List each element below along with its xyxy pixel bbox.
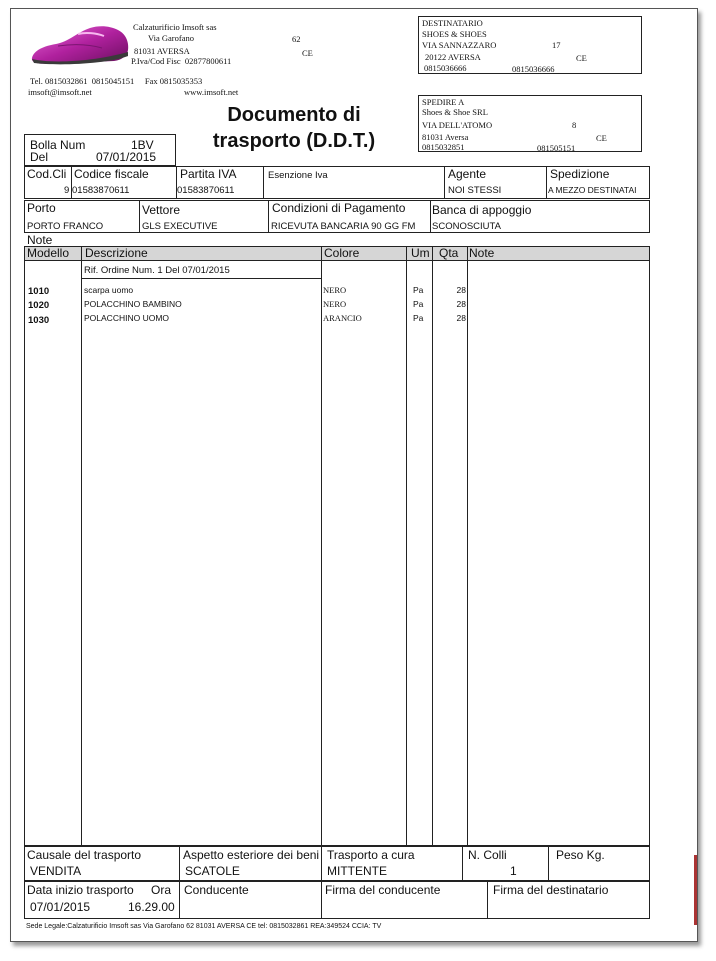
company-tel2: 0815045151	[91, 76, 135, 86]
esenzione-label: Esenzione Iva	[268, 170, 328, 181]
causale-value: VENDITA	[30, 864, 82, 878]
row-descrizione: scarpa uomo	[84, 285, 134, 295]
ship-to-name: Shoes & Shoe SRL	[422, 107, 488, 117]
pagamento-value: RICEVUTA BANCARIA 90 GG FM	[271, 221, 416, 232]
col-header-um: Um	[411, 246, 430, 260]
edge-marker	[694, 855, 697, 925]
ship-to-phone1: 0815032851	[422, 142, 465, 152]
vettore-value: GLS EXECUTIVE	[142, 221, 218, 232]
col-header-colore: Colore	[324, 246, 360, 260]
company-street: Via Garofano	[148, 33, 194, 43]
company-province: CE	[302, 48, 313, 58]
recipient-phone1: 0815036666	[424, 63, 467, 73]
row-modello: 1030	[28, 315, 50, 326]
del-label: Del	[30, 150, 49, 164]
ship-to-city: 81031 Aversa	[422, 132, 469, 142]
company-fax: 0815035353	[159, 76, 203, 86]
doc-title-line2: trasporto (D.D.T.)	[212, 130, 376, 152]
trasporto-value: MITTENTE	[327, 864, 387, 878]
piva-label: Partita IVA	[180, 167, 237, 181]
items-table	[24, 246, 650, 846]
row-um: Pa	[413, 299, 424, 309]
recipient-name: SHOES & SHOES	[422, 29, 487, 39]
causale-label: Causale del trasporto	[27, 848, 142, 862]
row-qta: 28	[456, 299, 466, 309]
spedizione-value: A MEZZO DESTINATAI	[548, 185, 637, 195]
data-inizio-label: Data inizio trasporto	[27, 883, 134, 897]
company-fax-label: Fax	[144, 76, 158, 86]
company-name: Calzaturificio Imsoft sas	[133, 22, 217, 32]
recipient-number: 17	[552, 40, 561, 50]
recipient-province: CE	[576, 53, 587, 63]
row-modello: 1020	[28, 300, 50, 311]
agente-value: NOI STESSI	[448, 185, 502, 196]
ship-to-title: SPEDIRE A	[422, 97, 465, 107]
porto-value: PORTO FRANCO	[27, 221, 104, 232]
col-header-descrizione: Descrizione	[85, 246, 148, 260]
agente-label: Agente	[448, 167, 487, 181]
bolla-label: Bolla Num	[30, 138, 86, 152]
recipient-phone2: 0815036666	[512, 64, 555, 74]
company-website[interactable]: www.imsoft.net	[184, 87, 239, 97]
col-header-note: Note	[469, 246, 495, 260]
company-email[interactable]: imsoft@imsoft.net	[28, 87, 92, 97]
company-piva-label: P.Iva/Cod Fisc	[131, 56, 181, 66]
row-qta: 28	[456, 313, 466, 323]
vettore-label: Vettore	[142, 203, 181, 217]
colli-value: 1	[510, 864, 517, 878]
col-header-modello: Modello	[27, 246, 70, 260]
banca-value: SCONOSCIUTA	[432, 221, 501, 232]
company-tel-label: Tel.	[30, 76, 43, 86]
colli-label: N. Colli	[468, 848, 507, 862]
codcli-value: 9	[64, 185, 70, 196]
bolla-value: 1BV	[131, 138, 154, 152]
row-um: Pa	[413, 313, 424, 323]
row-colore: ARANCIO	[323, 313, 362, 323]
row-descrizione: POLACCHINO UOMO	[84, 313, 170, 323]
aspetto-label: Aspetto esteriore dei beni	[183, 848, 320, 862]
doc-title-line1: Documento di	[227, 104, 361, 126]
trasporto-label: Trasporto a cura	[327, 848, 415, 862]
company-logo	[28, 22, 132, 68]
shoe-logo-icon	[28, 22, 132, 68]
ship-to-phone2: 081505151	[537, 143, 576, 153]
conducente-label: Conducente	[184, 883, 249, 897]
ora-label: Ora	[151, 883, 172, 897]
recipient-street: VIA SANNAZZARO	[422, 40, 497, 50]
ship-to-province: CE	[596, 133, 607, 143]
firma-conducente-label: Firma del conducente	[325, 883, 441, 897]
codfisc-label: Codice fiscale	[74, 167, 149, 181]
ship-to-street: VIA DELL'ATOMO	[422, 120, 493, 130]
col-header-qta: Qta	[439, 246, 459, 260]
peso-label: Peso Kg.	[556, 848, 605, 862]
spedizione-label: Spedizione	[550, 167, 610, 181]
del-value: 07/01/2015	[96, 150, 157, 164]
order-reference: Rif. Ordine Num. 1 Del 07/01/2015	[84, 265, 230, 276]
row-descrizione: POLACCHINO BAMBINO	[84, 299, 182, 309]
recipient-city: 20122 AVERSA	[425, 52, 481, 62]
company-piva: 02877800611	[184, 56, 232, 66]
row-modello: 1010	[28, 286, 50, 297]
recipient-title: DESTINATARIO	[422, 18, 483, 28]
piva-value: 01583870611	[177, 185, 235, 196]
pagamento-label: Condizioni di Pagamento	[272, 201, 406, 215]
company-street-number: 62	[292, 34, 301, 44]
row-colore: NERO	[323, 299, 347, 309]
row-um: Pa	[413, 285, 424, 295]
row-qta: 28	[456, 285, 466, 295]
porto-label: Porto	[27, 201, 56, 215]
note-label: Note	[27, 233, 53, 247]
firma-destinatario-label: Firma del destinatario	[493, 883, 609, 897]
company-tel1: 0815032861	[44, 76, 88, 86]
row-colore: NERO	[323, 285, 347, 295]
banca-label: Banca di appoggio	[432, 203, 532, 217]
ship-to-number: 8	[572, 120, 577, 130]
codfisc-value: 01583870611	[72, 185, 130, 196]
data-inizio-value: 07/01/2015	[30, 900, 91, 914]
codcli-label: Cod.Cli	[27, 167, 67, 181]
company-city: 81031 AVERSA	[134, 46, 190, 56]
aspetto-value: SCATOLE	[185, 864, 240, 878]
ora-value: 16.29.00	[128, 900, 175, 914]
legal-footer: Sede Legale:Calzaturificio Imsoft sas Via Garofano 62 81031 AVERSA CE tel: 0815032861 REA:349524 CCIA: TV	[26, 923, 382, 930]
